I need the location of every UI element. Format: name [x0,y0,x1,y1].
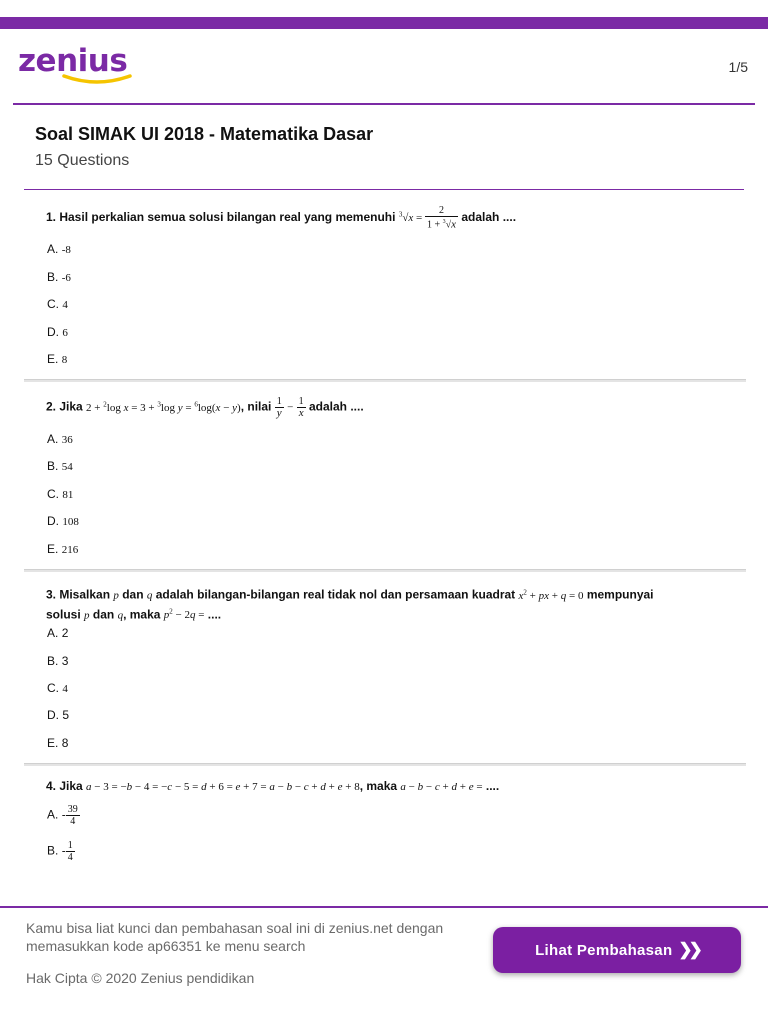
question-separator [24,379,746,382]
double-chevron-right-icon: ❯❯ [678,940,699,959]
question-2: 2. Jika 2 + $^2$log x = 3 + $^3$log y = $^6$log(x − y), nilai $\frac{1}{y}$ − $\frac{1}{x}$ adalah .... [46,396,364,419]
q2-fraction-y: $\frac{1}{y}$ [276,396,282,419]
option-3c[interactable]: C. 4 [47,681,68,695]
option-4b[interactable]: B. - $\frac{1}{4}$ [47,840,73,863]
page-indicator: 1/5 [728,59,748,75]
option-1a[interactable]: A. -8 [47,242,71,256]
q2-equation: 2 + $^2$log x = 3 + $^3$log y = $^6$log(x − y) [86,400,241,414]
page-title: Soal SIMAK UI 2018 - Matematika Dasar [35,124,374,144]
option-3a[interactable]: A. 2 [47,626,69,640]
logo-wordmark: zenius [18,43,128,79]
q1-equation: $^3$√x = [398,210,425,224]
option-3b[interactable]: B. 3 [47,654,69,668]
option-2b[interactable]: B. 54 [47,459,73,473]
question-separator [24,763,746,766]
lihat-pembahasan-button[interactable]: Lihat Pembahasan ❯❯ [493,927,741,973]
footer-divider [0,906,768,908]
option-3e[interactable]: E. 8 [47,736,69,750]
option-2c[interactable]: C. 81 [47,487,74,501]
question-count: 15 Questions [35,152,130,169]
header-divider [13,103,755,105]
copyright: Hak Cipta © 2020 Zenius pendidikan [26,970,255,986]
top-accent-bar [0,17,768,29]
option-2e[interactable]: E. 216 [47,542,79,556]
option-2d[interactable]: D. 108 [47,514,79,528]
option-3d[interactable]: D. 5 [47,708,70,722]
option-1b[interactable]: B. -6 [47,270,71,284]
option-2a[interactable]: A. 36 [47,432,73,446]
question-3: 3. Misalkan p dan q adalah bilangan-bilangan real tidak nol dan persamaan kuadrat $x^2$ + px + q = 0 mempunyai solusi p dan q, maka $p^2 - 2q$ = .... [46,587,654,622]
logo-smile-icon [62,74,132,84]
option-1d[interactable]: D. 6 [47,325,68,339]
option-4a[interactable]: A. - $\frac{39}{4}$ [47,804,78,827]
q1-fraction: $\frac{2}{1 + ^3√x}$ [426,205,456,231]
title-divider [24,189,744,190]
footer-info: Kamu bisa liat kunci dan pembahasan soal ini di zenius.net dengan memasukkan kode ap66351 ke menu search [26,920,444,954]
question-4: 4. Jika a − 3 = −b − 4 = −c − 5 = d + 6 = e + 7 = a − b − c + d + e + 8, maka a − b − c + d + e = .... [46,779,500,793]
zenius-logo [18,43,136,86]
question-1: 1. Hasil perkalian semua solusi bilangan real yang memenuhi $^3$√x = $\frac{2}{1 + ^3√x}$ adalah .... [46,205,517,231]
question-separator [24,569,746,572]
option-1c[interactable]: C. 4 [47,297,68,311]
q4-equation: a − 3 = −b − 4 = −c − 5 = d + 6 = e + 7 = a − b − c + d + e + 8 [86,781,360,793]
q2-fraction-x: $\frac{1}{x}$ [298,396,304,419]
option-1e[interactable]: E. 8 [47,352,68,366]
